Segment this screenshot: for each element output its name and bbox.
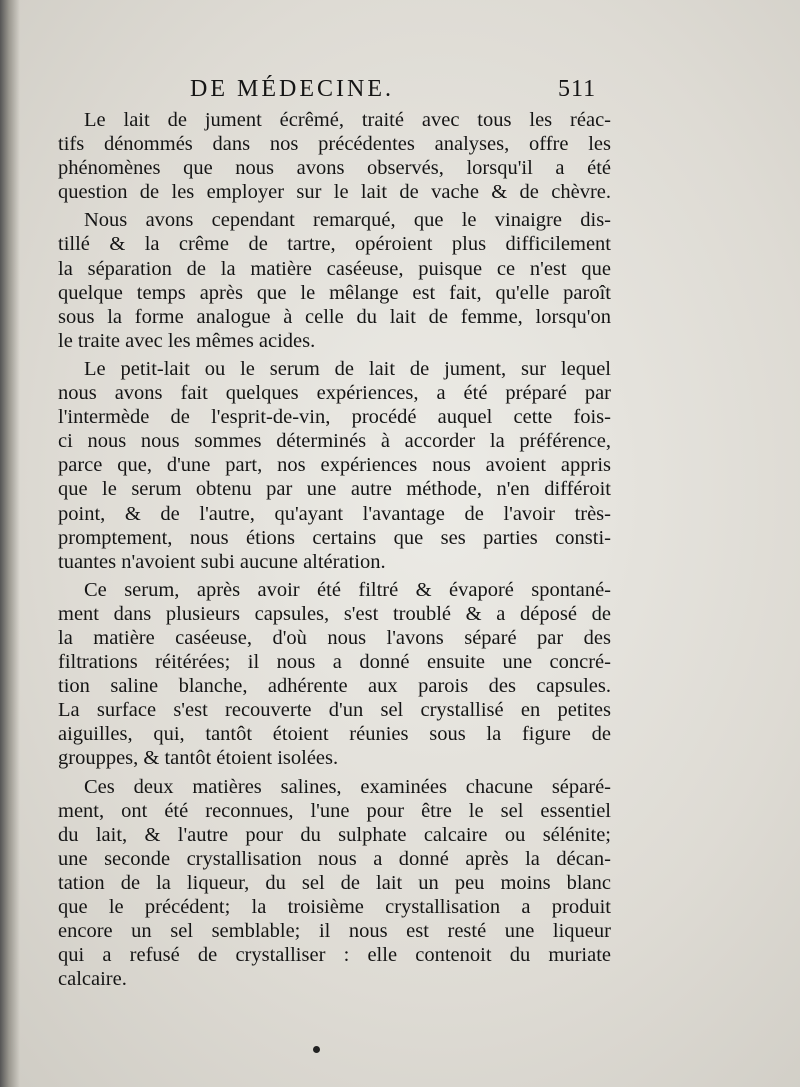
page-number: 511 xyxy=(558,76,597,102)
page-gutter-shadow xyxy=(0,0,20,1087)
text-line: promptement, nous étions certains que ses parties consti- xyxy=(58,526,611,549)
text-line: une seconde crystallisation nous a donné après la décan- xyxy=(58,847,611,870)
text-line: ci nous nous sommes déterminés à accorder la préférence, xyxy=(58,430,611,453)
text-line: tation de la liqueur, du sel de lait un peu moins blanc xyxy=(58,871,611,894)
text-line: Le lait de jument écrêmé, traité avec tous les réac- xyxy=(84,109,611,131)
ink-dot xyxy=(313,1046,320,1053)
text-line: la matière caséeuse, d'où nous l'avons séparé par des xyxy=(58,626,611,649)
paragraph-3 xyxy=(58,357,611,574)
text-line: la séparation de la matière caséeuse, puisque ce n'est que xyxy=(58,257,611,280)
text-line: ment, ont été reconnues, l'une pour être le sel essentiel xyxy=(58,799,611,822)
text-line: Ces deux matières salines, examinées chacune séparé- xyxy=(84,775,611,798)
text-line: le traite avec les mêmes acides. xyxy=(58,329,316,352)
text-line: filtrations réitérées; il nous a donné ensuite une concré- xyxy=(58,651,611,674)
text-line: Ce serum, après avoir été filtré & évaporé spontané- xyxy=(84,578,611,601)
text-line: aiguilles, qui, tantôt étoient réunies sous la figure de xyxy=(58,723,611,746)
text-line: que le serum obtenu par une autre méthode, n'en différoit xyxy=(58,478,611,501)
paragraph-5 xyxy=(58,775,611,992)
text-line: nous avons fait quelques expériences, a été préparé par xyxy=(58,382,611,405)
paragraph-4 xyxy=(58,578,611,771)
paragraph-2 xyxy=(58,208,611,353)
running-head xyxy=(190,76,602,106)
text-line: l'intermède de l'esprit-de-vin, procédé auquel cette fois- xyxy=(58,406,611,429)
text-line: tillé & la crême de tartre, opéroient plus difficilement xyxy=(58,233,611,256)
text-line: ment dans plusieurs capsules, s'est troublé & a déposé de xyxy=(58,602,611,625)
text-line: Nous avons cependant remarqué, que le vinaigre dis- xyxy=(84,209,611,232)
text-line: Le petit-lait ou le serum de lait de jument, sur lequel xyxy=(84,357,611,380)
text-line: calcaire. xyxy=(58,968,127,991)
text-line: qui a refusé de crystalliser : elle contenoit du muriate xyxy=(58,944,611,967)
text-line: que le précédent; la troisième crystallisation a produit xyxy=(58,896,611,918)
text-line: parce que, d'une part, nos expériences nous avoient appris xyxy=(58,454,611,477)
text-line: sous la forme analogue à celle du lait de femme, lorsqu'on xyxy=(58,305,611,328)
text-line: tuantes n'avoient subi aucune altération. xyxy=(58,550,386,573)
paragraph-1 xyxy=(58,108,611,204)
text-line: question de les employer sur le lait de vache & de chèvre. xyxy=(58,181,611,204)
text-line: phénomènes que nous avons observés, lorsqu'il a été xyxy=(58,157,611,180)
text-line: du lait, & l'autre pour du sulphate calcaire ou sélénite; xyxy=(58,823,611,846)
text-line: quelque temps après que le mêlange est fait, qu'elle paroît xyxy=(58,281,611,304)
text-line: encore un sel semblable; il nous est resté une liqueur xyxy=(58,920,611,943)
body-text xyxy=(58,108,611,991)
running-head-title: MÉDECINE. xyxy=(237,76,394,102)
text-line: point, & de l'autre, qu'ayant l'avantage de l'avoir très- xyxy=(58,502,611,525)
text-line: grouppes, & tantôt étoient isolées. xyxy=(58,747,339,770)
text-line: tifs dénommés dans nos précédentes analyses, offre les xyxy=(58,133,611,156)
text-line: La surface s'est recouverte d'un sel crystallisé en petites xyxy=(58,699,611,722)
text-line: tion saline blanche, adhérente aux parois des capsules. xyxy=(58,675,611,698)
running-head-prefix: DE xyxy=(190,76,228,102)
